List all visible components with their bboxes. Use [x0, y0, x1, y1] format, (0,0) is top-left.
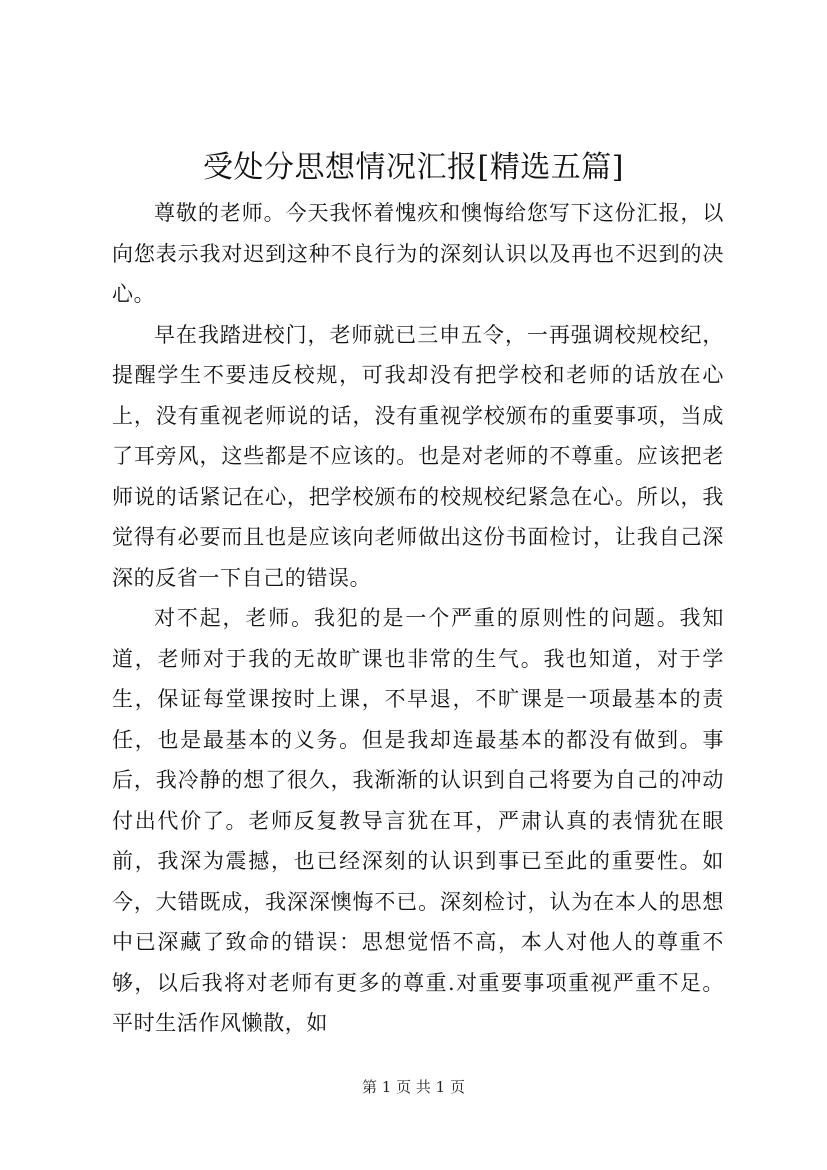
- page-number-footer: 第 1 页 共 1 页: [362, 1078, 465, 1096]
- paragraph-1: 尊敬的老师。今天我怀着愧疚和懊悔给您写下这份汇报，以向您表示我对迟到这种不良行为的深刻认识以及再也不迟到的决心。: [112, 201, 724, 306]
- document-title: 受处分思想情况汇报[精选五篇]: [203, 150, 624, 185]
- paragraph-2: 早在我踏进校门，老师就已三申五令，一再强调校规校纪，提醒学生不要违反校规，可我却没有把学校和老师的话放在心上，没有重视老师说的话，没有重视学校颁布的重要事项，当成了耳旁风，这些都是不应该的。也是对老师的不尊重。应该把老师说的话紧记在心，把学校颁布的校规校纪紧急在心。所以，我觉得有必要而且也是应该向老师做出这份书面检讨，让我自己深深的反省一下自己的错误。: [112, 322, 724, 590]
- paragraph-3: 对不起，老师。我犯的是一个严重的原则性的问题。我知道，老师对于我的无故旷课也非常的生气。我也知道，对于学生，保证每堂课按时上课，不早退，不旷课是一项最基本的责任，也是最基本的义务。但是我却连最基本的都没有做到。事后，我冷静的想了很久，我渐渐的认识到自己将要为自己的冲动付出代价了。老师反复教导言犹在耳，严肃认真的表情犹在眼前，我深为震撼，也已经深刻的认识到事已至此的重要性。如今，大错既成，我深深懊悔不已。深刻检讨，认为在本人的思想中已深藏了致命的错误：思想觉悟不高，本人对他人的尊重不够，以后我将对老师有更多的尊重.对重要事项重视严重不足。平时生活作风懒散，如: [112, 606, 724, 1035]
- document-body: [112, 193, 724, 1044]
